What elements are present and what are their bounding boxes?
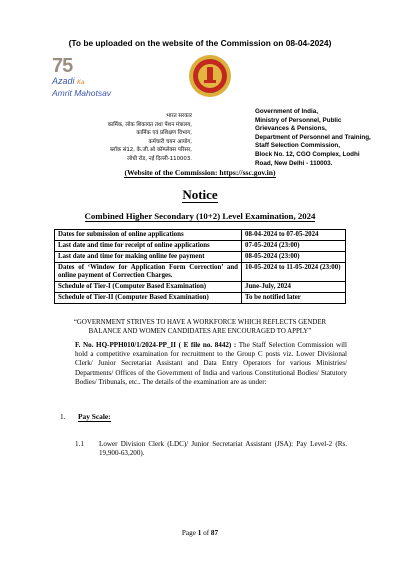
section-pay-scale bbox=[60, 412, 111, 421]
current-page: 1 bbox=[197, 529, 202, 537]
logo-line2: Amrit Mahotsav bbox=[52, 88, 112, 98]
page-title: Notice bbox=[182, 187, 218, 202]
item-number: 1.1 bbox=[75, 440, 84, 448]
logo-number: 75 bbox=[52, 55, 73, 77]
english-address: Government of India, Ministry of Personnel, Public Grievances & Pensions, Department of Personnel and Training, Staff Selection Commission, Block No. 12, CGO Complex, Lodhi Road, New Delhi - 110003. bbox=[255, 108, 371, 167]
hindi-address: भारत सरकार कार्मिक, लोक शिकायत तथा पेंशन मंत्रालय, कार्मिक एवं प्रशिक्षण विभाग, कर्मचारी चयन आयोग, ब्लॉक सं12, के.जी.ओ कॉम्प्लेक्स परिसर, लोधी रोड, नई दिल्ली-110003. bbox=[107, 113, 192, 162]
section-number: 1. bbox=[60, 412, 66, 421]
upload-note: (To be uploaded on the website of the Commission on 08-04-2024) bbox=[68, 38, 332, 48]
table-row: Schedule of Tier-II (Computer Based Examination) To be notified later bbox=[55, 293, 346, 304]
gender-balance-statement: “GOVERNMENT STRIVES TO HAVE A WORKFORCE WHICH REFLECTS GENDER BALANCE AND WOMEN CANDIDATES ARE ENCOURAGED TO APPLY” bbox=[73, 319, 327, 335]
total-pages: 87 bbox=[210, 529, 219, 537]
website-line: (Website of the Commission: https://ssc.gov.in) bbox=[124, 168, 276, 177]
table-row: Dates of ‘Window for Application Form Correction’ and online payment of Correction Charges. 10-05-2024 to 11-05-2024 (23:00) bbox=[55, 263, 346, 282]
exam-subtitle: Combined Higher Secondary (10+2) Level Examination, 2024 bbox=[84, 211, 316, 221]
ssc-emblem-icon bbox=[188, 54, 232, 98]
table-row: Dates for submission of online applications 08-04-2024 to 07-05-2024 bbox=[55, 230, 346, 241]
azadi-ka-amrit-mahotsav-logo bbox=[52, 56, 122, 102]
section-label: Pay Scale: bbox=[78, 412, 111, 421]
page-footer: Page 1 of 87 bbox=[181, 529, 219, 537]
table-row: Last date and time for making online fee payment 08-05-2024 (23:00) bbox=[55, 252, 346, 263]
logo-line1: Azadi bbox=[52, 76, 75, 86]
intro-paragraph bbox=[75, 341, 347, 387]
table-row: Schedule of Tier-I (Computer Based Examination) June-July, 2024 bbox=[55, 282, 346, 293]
item-text: Lower Division Clerk (LDC)/ Junior Secretariat Assistant (JSA): Pay Level-2 (Rs. 19,900-63,200). bbox=[99, 440, 347, 458]
table-row: Last date and time for receipt of online applications 07-05-2024 (23:00) bbox=[55, 241, 346, 252]
intro-text: The Staff Selection Commission will hold a competitive examination for recruitment to the Group C posts viz. Lower Divisional Clerk/ Junior Secretariat Assistant and Data Entry Operators for various Ministries/ Departments/ Offices of the Government of India and various Constitutional Bodies/ Statutory Bodies/ Tribunals, etc.. The details of the examination are as under: bbox=[75, 341, 348, 386]
file-number: F. No. HQ-PPH010/1/2024-PP_II ( E file no. 8442) : bbox=[75, 341, 237, 349]
schedule-table bbox=[54, 229, 346, 304]
logo-ka: Ka bbox=[77, 80, 85, 86]
